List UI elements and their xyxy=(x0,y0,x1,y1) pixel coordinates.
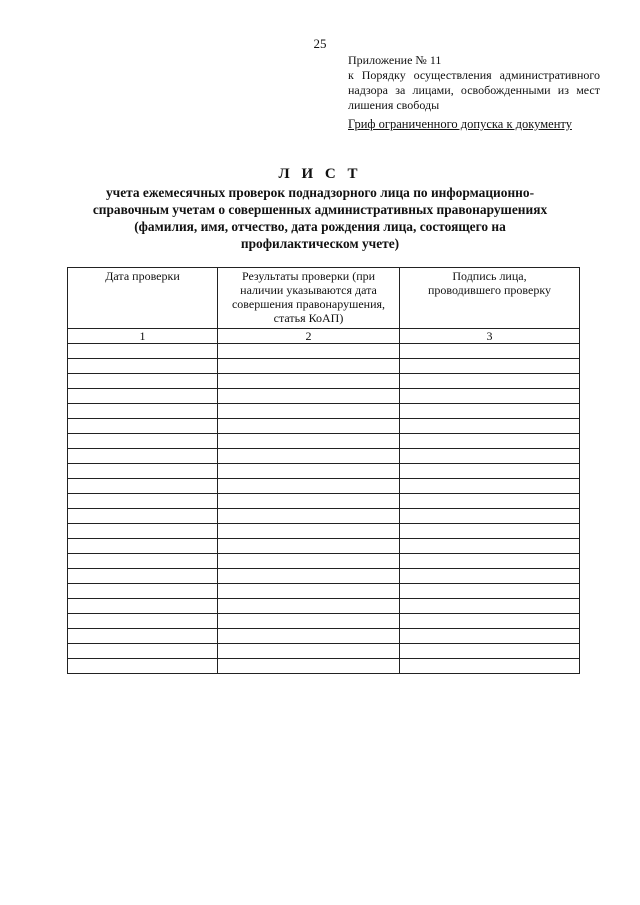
header-line: статья КоАП) xyxy=(273,311,344,325)
document-title: Л И С Т xyxy=(278,166,362,182)
table-cell[interactable] xyxy=(68,524,218,539)
table-row xyxy=(68,539,580,554)
table-cell[interactable] xyxy=(68,389,218,404)
table-row xyxy=(68,599,580,614)
table-cell[interactable] xyxy=(68,434,218,449)
table-cell[interactable] xyxy=(68,554,218,569)
table-cell[interactable] xyxy=(218,479,400,494)
table-body xyxy=(68,329,580,674)
appendix-line: надзора за лицами, освобожденными из мест xyxy=(348,83,600,97)
table-cell[interactable] xyxy=(218,374,400,389)
table-cell[interactable] xyxy=(68,404,218,419)
table-cell[interactable] xyxy=(400,374,580,389)
inspection-log-table xyxy=(67,267,580,674)
table-cell[interactable] xyxy=(68,539,218,554)
table-cell[interactable] xyxy=(400,569,580,584)
table-cell[interactable] xyxy=(68,509,218,524)
header-line: Дата проверки xyxy=(105,269,180,283)
table-cell[interactable] xyxy=(218,644,400,659)
table-cell[interactable] xyxy=(218,449,400,464)
table-cell[interactable] xyxy=(68,659,218,674)
table-cell[interactable] xyxy=(218,554,400,569)
table-row xyxy=(68,644,580,659)
table-cell[interactable] xyxy=(400,599,580,614)
table-row xyxy=(68,479,580,494)
table-cell[interactable] xyxy=(68,644,218,659)
table-cell[interactable] xyxy=(218,629,400,644)
table-row xyxy=(68,374,580,389)
table-cell[interactable] xyxy=(218,404,400,419)
table-cell[interactable] xyxy=(400,344,580,359)
header-inspector-signature xyxy=(400,268,580,329)
table-cell[interactable] xyxy=(218,584,400,599)
column-number: 3 xyxy=(400,329,580,344)
table-cell[interactable] xyxy=(68,494,218,509)
appendix-line: лишения свободы xyxy=(348,98,440,112)
table-cell[interactable] xyxy=(68,629,218,644)
table-cell[interactable] xyxy=(68,374,218,389)
table-cell[interactable] xyxy=(218,359,400,374)
column-number: 2 xyxy=(218,329,400,344)
table-row xyxy=(68,494,580,509)
appendix-line: к Порядку осуществления административного xyxy=(348,68,600,82)
table-row xyxy=(68,629,580,644)
table-cell[interactable] xyxy=(68,584,218,599)
table-cell[interactable] xyxy=(218,569,400,584)
table-cell[interactable] xyxy=(218,539,400,554)
table-cell[interactable] xyxy=(400,524,580,539)
table-cell[interactable] xyxy=(68,614,218,629)
column-number-row xyxy=(68,329,580,344)
table-cell[interactable] xyxy=(68,359,218,374)
subtitle-line: справочным учетам о совершенных административных правонарушениях xyxy=(92,202,548,217)
table-cell[interactable] xyxy=(400,419,580,434)
table-row xyxy=(68,419,580,434)
table-row xyxy=(68,344,580,359)
table-cell[interactable] xyxy=(400,644,580,659)
table-cell[interactable] xyxy=(218,464,400,479)
table-row xyxy=(68,389,580,404)
table-row xyxy=(68,659,580,674)
table-cell[interactable] xyxy=(400,554,580,569)
table-cell[interactable] xyxy=(218,344,400,359)
access-restriction-stamp: Гриф ограниченного допуска к документу xyxy=(348,117,572,131)
table-cell[interactable] xyxy=(68,569,218,584)
table-row xyxy=(68,584,580,599)
table-cell[interactable] xyxy=(400,659,580,674)
column-number: 1 xyxy=(68,329,218,344)
table-row xyxy=(68,524,580,539)
table-cell[interactable] xyxy=(400,404,580,419)
table-cell[interactable] xyxy=(218,509,400,524)
table-cell[interactable] xyxy=(400,509,580,524)
subtitle-line: (фамилия, имя, отчество, дата рождения лица, состоящего на xyxy=(134,219,506,234)
table-row xyxy=(68,404,580,419)
appendix-note xyxy=(348,53,600,113)
header-inspection-results xyxy=(218,268,400,329)
table-cell[interactable] xyxy=(218,599,400,614)
appendix-line: Приложение № 11 xyxy=(348,53,442,67)
header-line: проводившего проверку xyxy=(427,283,552,297)
subtitle-line: профилактическом учете) xyxy=(240,236,400,251)
table-row xyxy=(68,509,580,524)
header-line: совершения правонарушения, xyxy=(231,297,386,311)
page-number: 25 xyxy=(313,36,327,51)
table-cell[interactable] xyxy=(68,449,218,464)
header-line: Подпись лица, xyxy=(452,269,527,283)
table-cell[interactable] xyxy=(218,419,400,434)
table-cell[interactable] xyxy=(218,494,400,509)
table-cell[interactable] xyxy=(68,419,218,434)
table-cell[interactable] xyxy=(218,614,400,629)
table-cell[interactable] xyxy=(400,449,580,464)
subtitle-line: учета ежемесячных проверок поднадзорного лица по информационно- xyxy=(105,185,535,200)
document-subtitle xyxy=(40,184,600,252)
table-cell[interactable] xyxy=(68,344,218,359)
table-row xyxy=(68,449,580,464)
table-row xyxy=(68,434,580,449)
table-cell[interactable] xyxy=(218,389,400,404)
table-cell[interactable] xyxy=(218,434,400,449)
table-row xyxy=(68,464,580,479)
table-row xyxy=(68,359,580,374)
table-cell[interactable] xyxy=(400,359,580,374)
header-inspection-date xyxy=(68,268,218,329)
table-row xyxy=(68,569,580,584)
table-cell[interactable] xyxy=(400,389,580,404)
table-cell[interactable] xyxy=(400,434,580,449)
table-cell[interactable] xyxy=(68,464,218,479)
table-cell[interactable] xyxy=(68,599,218,614)
table-cell[interactable] xyxy=(400,629,580,644)
table-cell[interactable] xyxy=(400,584,580,599)
table-cell[interactable] xyxy=(400,494,580,509)
table-header-row xyxy=(68,268,580,329)
header-line: наличии указываются дата xyxy=(240,283,377,297)
table-cell[interactable] xyxy=(218,524,400,539)
table-row xyxy=(68,554,580,569)
table-cell[interactable] xyxy=(400,614,580,629)
table-cell[interactable] xyxy=(400,464,580,479)
table-cell[interactable] xyxy=(218,659,400,674)
header-line: Результаты проверки (при xyxy=(241,269,376,283)
table-cell[interactable] xyxy=(400,539,580,554)
table-cell[interactable] xyxy=(400,479,580,494)
table-row xyxy=(68,614,580,629)
table-cell[interactable] xyxy=(68,479,218,494)
